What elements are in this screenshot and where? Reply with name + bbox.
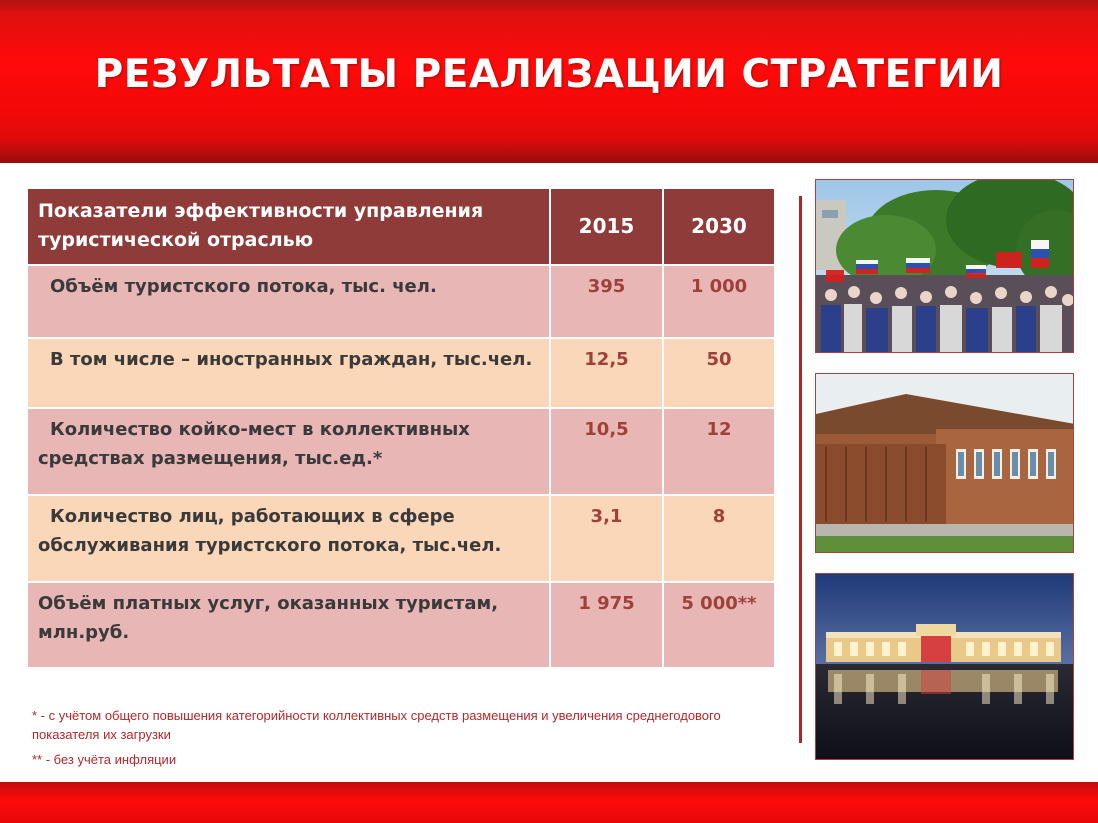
waterfront-image [816, 574, 1074, 760]
header-year-2015: 2015 [550, 188, 663, 265]
footer-bar [0, 782, 1098, 823]
table-row [27, 265, 775, 338]
row-label [27, 338, 550, 408]
row-label: Объём платных услуг, оказанных туристам, млн.руб. [27, 582, 550, 668]
row-value-2030: 8 [663, 495, 775, 582]
row-label [27, 265, 550, 338]
row-value-2030: 12 [663, 408, 775, 495]
row-value-2015: 12,5 [550, 338, 663, 408]
footnote-2: ** - без учёта инфляции [32, 752, 177, 767]
table-row [27, 495, 775, 582]
header-year-2030: 2030 [663, 188, 775, 265]
footnote-1: * - с учётом общего повышения категорийности коллективных средств размещения и увеличения среднегодового показателя их загрузки [32, 708, 721, 742]
header-indicator: Показатели эффективности управления туристической отраслью [27, 188, 550, 265]
row-label-text: Объём туристского потока, тыс. чел. [50, 276, 437, 297]
table-row [27, 408, 775, 495]
row-label-text: Количество лиц, работающих в сфере обслуживания туристского потока, тыс.чел. [38, 506, 502, 556]
photo-wooden-house [815, 373, 1074, 553]
row-value-2030: 5 000** [663, 582, 775, 668]
row-value-2015: 3,1 [550, 495, 663, 582]
vertical-divider [799, 196, 802, 743]
banner-shadow [0, 140, 1098, 163]
row-label [27, 408, 550, 495]
photo-night-waterfront [815, 573, 1074, 760]
row-label-text: Количество койко-мест в коллективных средствах размещения, тыс.ед.* [38, 419, 470, 469]
row-value-2015: 10,5 [550, 408, 663, 495]
row-value-2015: 395 [550, 265, 663, 338]
table-header-row [27, 188, 775, 265]
row-label [27, 495, 550, 582]
table-row [27, 338, 775, 408]
row-value-2030: 1 000 [663, 265, 775, 338]
house-image [816, 374, 1074, 553]
row-label-text: В том числе – иностранных граждан, тыс.чел. [50, 349, 533, 370]
table-row [27, 582, 775, 668]
row-value-2030: 50 [663, 338, 775, 408]
row-value-2015: 1 975 [550, 582, 663, 668]
kpi-table [26, 187, 776, 669]
parade-image [816, 180, 1074, 353]
photo-parade [815, 179, 1074, 353]
page-title: РЕЗУЛЬТАТЫ РЕАЛИЗАЦИИ СТРАТЕГИИ [94, 52, 1004, 97]
